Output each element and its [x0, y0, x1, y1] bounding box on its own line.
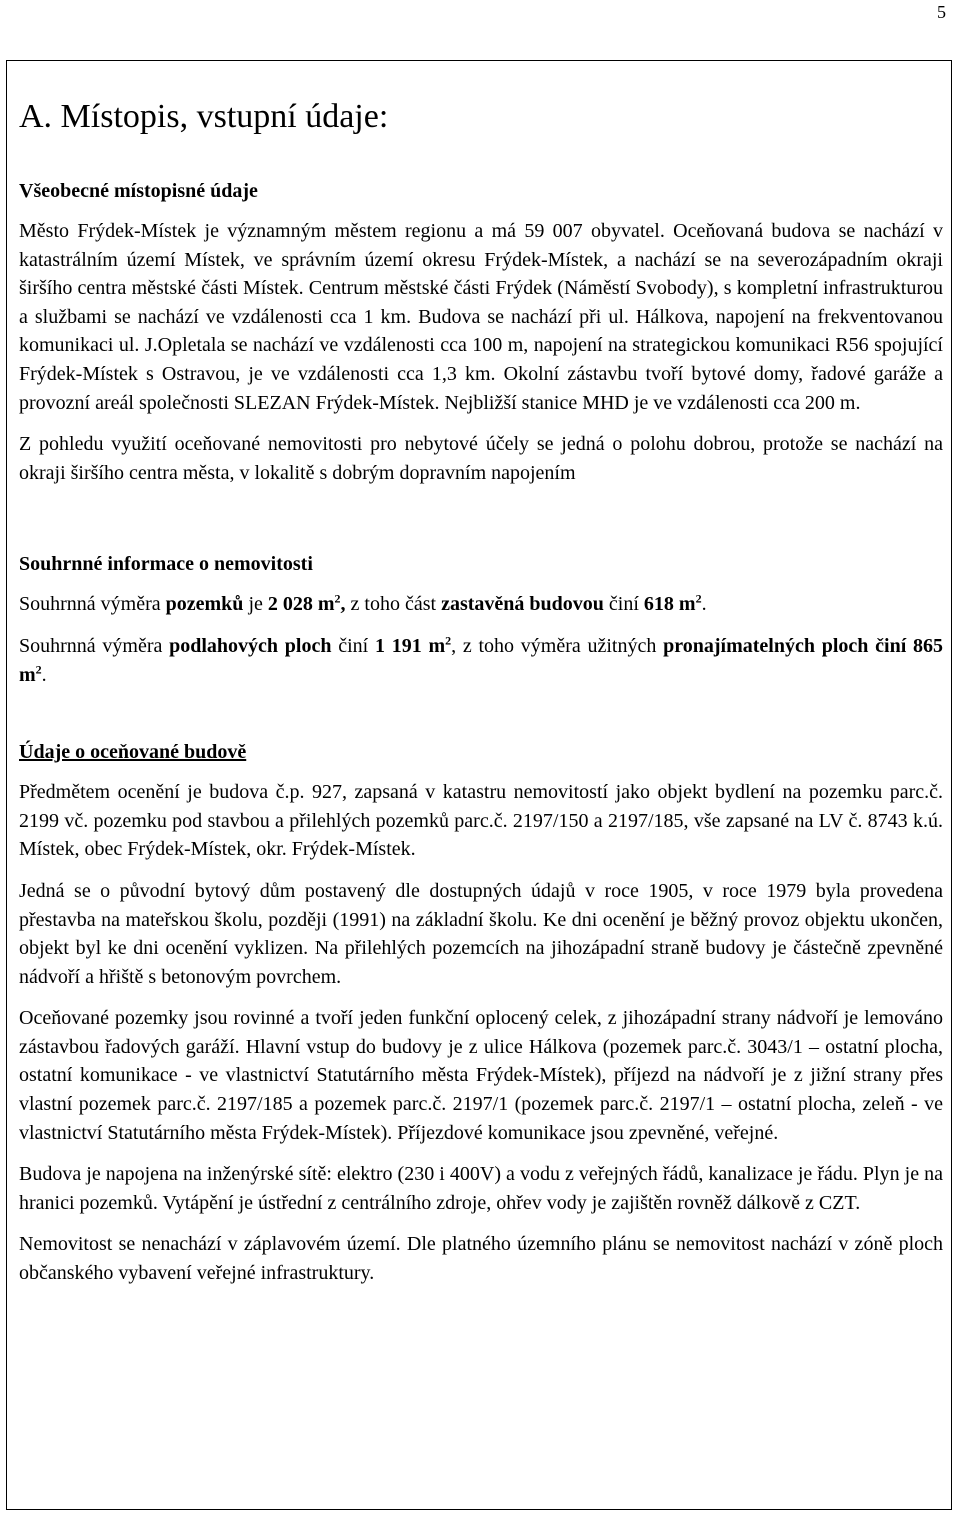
paragraph-land-area [19, 590, 943, 619]
bold-fragment: 2 028 m [267, 593, 335, 616]
superscript: 2 [695, 591, 702, 606]
text-fragment: je [243, 593, 268, 616]
bold-fragment: , [340, 593, 346, 616]
text-fragment: , z toho výměra užitných [451, 634, 664, 657]
spacer [19, 702, 943, 738]
bold-fragment: zastavěná budovou [441, 593, 604, 616]
page-frame [6, 60, 952, 1510]
section-heading-general: Všeobecné místopisné údaje [19, 180, 258, 202]
bold-fragment: pozemků [165, 593, 244, 616]
section-heading-building: Údaje o oceňované budově [19, 741, 247, 764]
bold-fragment: 618 m [643, 593, 696, 616]
text-fragment: . [701, 593, 707, 616]
paragraph-usage-assessment: Z pohledu využití oceňované nemovitosti pro nebytové účely se jedná o polohu dobrou, protože se nachází na okraji širšího centra města, v lokalitě s dobrým dopravním napojením [19, 433, 943, 484]
paragraph-utilities: Budova je napojena na inženýrské sítě: elektro (230 i 400V) a vodu z veřejných řádů, kanalizace je řádu. Plyn je na hranici pozemků. Vytápění je ústřední z centrálního zdroje, ohřev vody je zajištěn rovněž dálkově z CZT. [19, 1163, 943, 1214]
text-fragment: činí [603, 593, 644, 616]
bold-fragment: 1 191 m [374, 634, 446, 657]
paragraph-subject-of-valuation: Předmětem ocenění je budova č.p. 927, zapsaná v katastru nemovitostí jako objekt bydlení na pozemku parc.č. 2199 vč. pozemku pod stavbou a přilehlých pozemků parc.č. 2197/150 a 2197/185, vše zapsané na LV č. 8743 k.ú. Místek, obec Frýdek-Místek, okr. Frýdek-Místek. [19, 781, 943, 861]
paragraph-land-description: Oceňované pozemky jsou rovinné a tvoří jeden funkční oplocený celek, z jihozápadní strany nádvoří je lemováno zástavbou řadových garáží. Hlavní vstup do budovy je z ulice Hálkova (pozemek parc.č. 3043/1 – ostatní plocha, ostatní komunikace - ve vlastnictví Statutárního města Frýdek-Místek), příjezd na nádvoří je z jižní strany přes vlastní pozemek parc.č. 2197/185 a pozemek parc.č. 2197/1 (pozemek parc.č. 2197/1 – ostatní plocha, zeleň - ve vlastnictví Statutárního města Frýdek-Místek). Příjezdové komunikace jsou zpevněné, veřejné. [19, 1007, 943, 1144]
superscript: 2 [35, 661, 42, 676]
page-number: 5 [937, 2, 946, 22]
bold-fragment: pronajímatelných ploch činí 865 m [19, 634, 944, 686]
bold-fragment: podlahových ploch [169, 634, 332, 657]
text-fragment: Souhrnná výměra [19, 634, 170, 657]
superscript: 2 [445, 633, 452, 648]
superscript: 2 [334, 591, 341, 606]
page-title: A. Místopis, vstupní údaje: [19, 98, 389, 135]
paragraph-flood-zoning: Nemovitost se nenachází v záplavovém území. Dle platného územního plánu se nemovitost nachází v zóně ploch občanského vybavení veřejné infrastruktury. [19, 1233, 943, 1285]
text-fragment: . [41, 663, 47, 686]
text-fragment: Souhrnná výměra [19, 593, 166, 616]
text-fragment: z toho část [345, 593, 442, 616]
paragraph-floor-area [19, 632, 943, 689]
paragraph-general-location: Město Frýdek-Místek je významným městem regionu a má 59 007 obyvatel. Oceňovaná budova se nachází v katastrálním území Místek, ve správním území okresu Frýdek-Místek, a nachází se na severozápadním okraji širšího centra městské části Místek. Centrum městské části Frýdek (Náměstí Svobody), s kompletní infrastrukturou a službami se nachází ve vzdálenosti cca 1 km. Budova se nachází při ul. Hálkova, napojení na frekventovanou komunikaci ul. J.Opletala se nachází ve vzdálenosti cca 100 m, napojení na strategickou komunikaci R56 spojující Frýdek-Místek s Ostravou, je ve vzdálenosti cca 1,3 km. Okolní zástavbu tvoří bytové domy, řadové garáže a provozní areál společnosti SLEZAN Frýdek-Místek. Nejbližší stanice MHD je ve vzdálenosti cca 200 m. [19, 220, 943, 414]
section-heading-summary: Souhrnné informace o nemovitosti [19, 553, 313, 576]
spacer [19, 500, 943, 550]
paragraph-building-history: Jedná se o původní bytový dům postavený dle dostupných údajů v roce 1905, v roce 1979 byla provedena přestavba na mateřskou školu, později (1991) na základní školu. Ke dni ocenění je běžný provoz objektu ukončen, objekt byl ke dni ocenění vyklizen. Na přilehlých pozemcích na jihozápadní straně budovy je částečně zpevněné nádvoří a hřiště s betonovým povrchem. [19, 879, 943, 988]
text-fragment: činí [331, 634, 375, 657]
document-content [19, 97, 943, 1301]
